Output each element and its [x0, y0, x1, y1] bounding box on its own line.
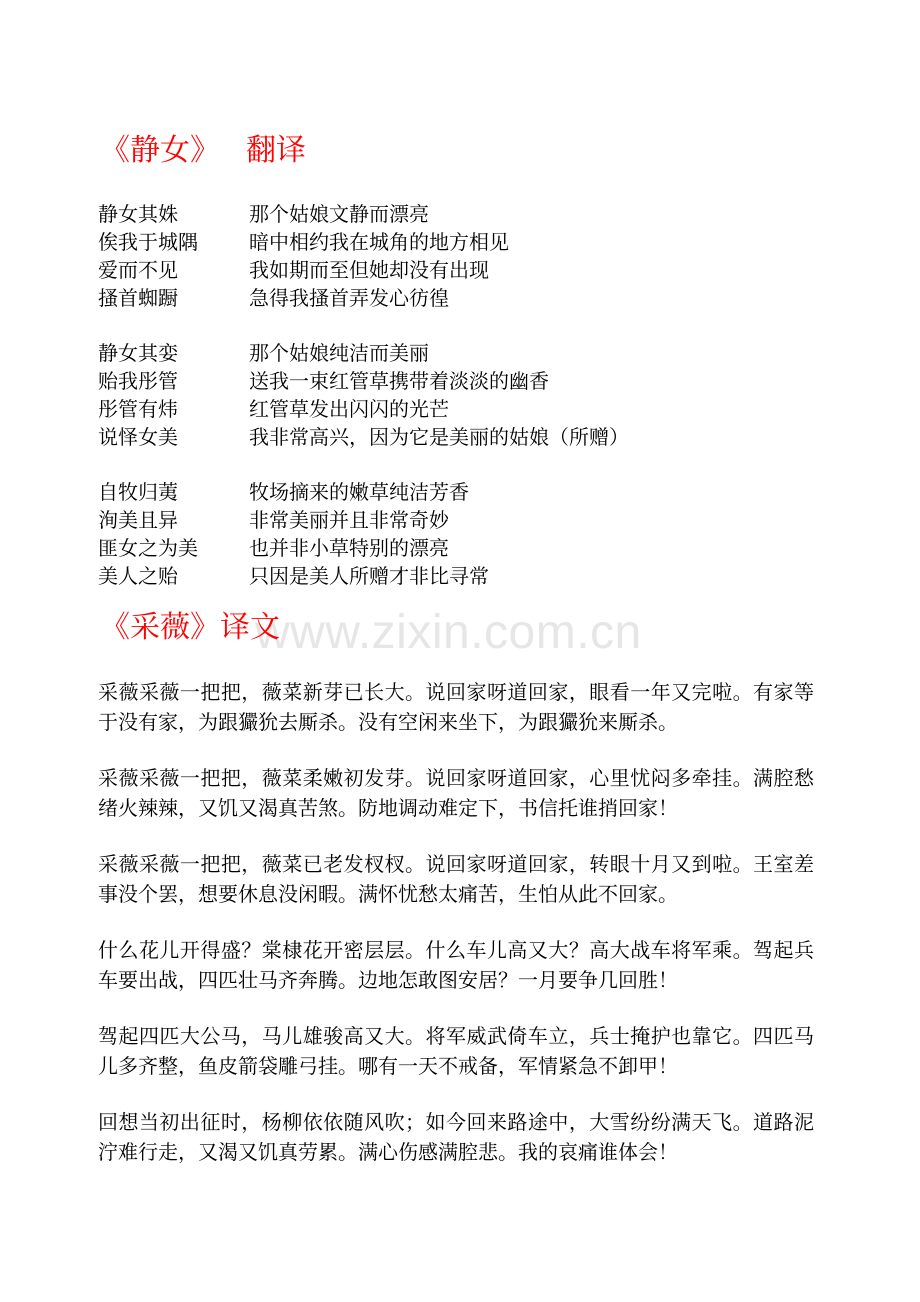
- original-verse: 彤管有炜: [98, 397, 178, 421]
- poem-line: [98, 367, 798, 395]
- paragraph: 什么花儿开得盛？棠棣花开密层层。什么车儿高又大？高大战车将军乘。驾起兵车要出战，四匹壮马齐奔腾。边地怎敢图安居？一月要争几回胜！: [98, 938, 814, 992]
- verse-translation: 那个姑娘纯洁而美丽: [249, 341, 429, 365]
- paragraph: 采薇采薇一把把，薇菜已老发杈杈。说回家呀道回家，转眼十月又到啦。王室差事没个罢，想要休息没闲暇。满怀忧愁太痛苦，生怕从此不回家。: [98, 852, 814, 906]
- poem-translation-table: [98, 200, 798, 617]
- verse-translation: 牧场摘来的嫩草纯洁芳香: [249, 480, 469, 504]
- section-title-caiwei: 《采薇》译文: [100, 610, 280, 645]
- verse-translation: 送我一束红管草携带着淡淡的幽香: [249, 369, 549, 393]
- paragraph: 采薇采薇一把把，薇菜柔嫩初发芽。说回家呀道回家，心里忧闷多牵挂。满腔愁绪火辣辣，又饥又渴真苦煞。防地调动难定下，书信托谁捎回家！: [98, 766, 814, 820]
- poem-line: [98, 395, 798, 423]
- poem-line: [98, 478, 798, 506]
- original-verse: 俟我于城隅: [98, 230, 198, 254]
- verse-translation: 非常美丽并且非常奇妙: [249, 508, 449, 532]
- original-verse: 搔首蜘蹰: [98, 286, 178, 310]
- stanza-2: [98, 339, 798, 451]
- poem-line: [98, 284, 798, 312]
- poem-line: [98, 534, 798, 562]
- original-verse: 说怿女美: [98, 425, 178, 449]
- verse-translation: 只因是美人所赠才非比寻常: [249, 564, 489, 588]
- section-title-jingnv: [100, 133, 306, 169]
- poem-line: [98, 562, 798, 590]
- paragraph: 驾起四匹大公马，马儿雄骏高又大。将军威武倚车立，兵士掩护也靠它。四匹马儿多齐整，鱼皮箭袋雕弓挂。哪有一天不戒备，军情紧急不卸甲！: [98, 1024, 814, 1078]
- verse-translation: 红管草发出闪闪的光芒: [249, 397, 449, 421]
- verse-translation: 暗中相约我在城角的地方相见: [249, 230, 509, 254]
- original-verse: 洵美且异: [98, 508, 178, 532]
- paragraph: 采薇采薇一把把，薇菜新芽已长大。说回家呀道回家，眼看一年又完啦。有家等于没有家，为跟玁狁去厮杀。没有空闲来坐下，为跟玁狁来厮杀。: [98, 680, 814, 734]
- original-verse: 自牧归荑: [98, 480, 178, 504]
- original-verse: 爱而不见: [98, 258, 178, 282]
- verse-translation: 我非常高兴，因为它是美丽的姑娘（所赠）: [249, 425, 629, 449]
- verse-translation: 急得我搔首弄发心彷徨: [249, 286, 449, 310]
- stanza-3: [98, 478, 798, 590]
- poem-line: [98, 228, 798, 256]
- caiwei-translation-body: [98, 677, 814, 1193]
- original-verse: 贻我彤管: [98, 369, 178, 393]
- poem-line: [98, 200, 798, 228]
- poem-line: [98, 339, 798, 367]
- verse-translation: 那个姑娘文静而漂亮: [249, 202, 429, 226]
- poem-line: [98, 423, 798, 451]
- stanza-1: [98, 200, 798, 312]
- section-title-main: 《静女》: [100, 133, 220, 168]
- watermark: www.zixin.com.cn: [255, 606, 642, 659]
- poem-line: [98, 506, 798, 534]
- original-verse: 静女其姝: [98, 202, 178, 226]
- paragraph: 回想当初出征时，杨柳依依随风吹；如今回来路途中，大雪纷纷满天飞。道路泥泞难行走，又渴又饥真劳累。满心伤感满腔悲。我的哀痛谁体会！: [98, 1110, 814, 1164]
- original-verse: 美人之贻: [98, 564, 178, 588]
- poem-line: [98, 256, 798, 284]
- section-title-suffix: 翻译: [246, 133, 306, 168]
- original-verse: 静女其娈: [98, 341, 178, 365]
- verse-translation: 我如期而至但她却没有出现: [249, 258, 489, 282]
- verse-translation: 也并非小草特别的漂亮: [249, 536, 449, 560]
- original-verse: 匪女之为美: [98, 536, 198, 560]
